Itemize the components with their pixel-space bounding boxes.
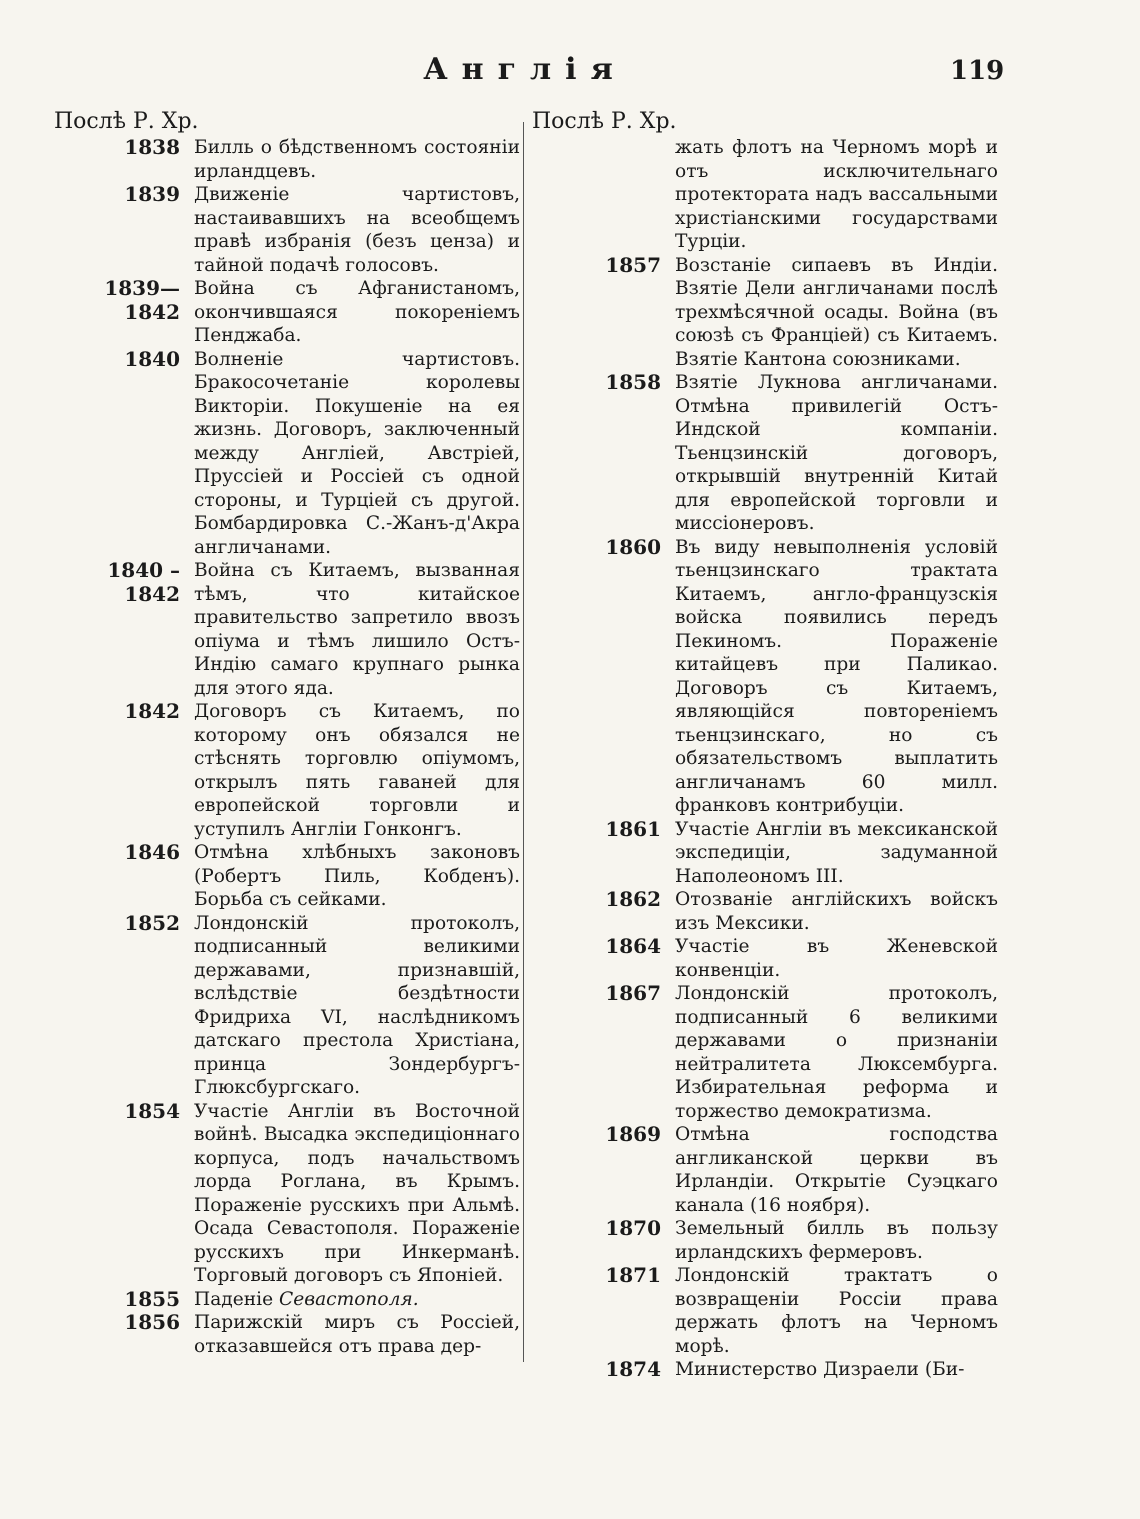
entry-text-plain: Паденіе bbox=[194, 1288, 280, 1310]
entry-text: Лондонскій протоколъ, подписанный 6 великими державами о признаніи нейтралитета Люксембурга. Избирательная реформа и торжество демократизма. bbox=[675, 983, 998, 1122]
entry-year: 1857 bbox=[605, 252, 661, 277]
entry-year: 1840 –1842 bbox=[107, 558, 180, 606]
page-number: 119 bbox=[950, 56, 1005, 86]
entry-year: 1867 bbox=[605, 981, 661, 1005]
entry-text: Отмѣна господства англиканской церкви въ Ирландіи. Открытіе Суэцкаго канала (16 ноября). bbox=[675, 1124, 998, 1216]
continuation-text: жать флотъ на Черномъ морѣ и отъ исключительнаго протектората надъ вассальными христіанскими государствами Турціи. bbox=[675, 137, 998, 252]
chronology-entry bbox=[54, 183, 520, 277]
chronology-entry bbox=[532, 888, 998, 935]
entry-year: 1846 bbox=[124, 840, 180, 864]
chronology-entry bbox=[532, 818, 998, 889]
entry-year: 1839—1842 bbox=[104, 276, 180, 324]
entry-year: 1842 bbox=[124, 699, 180, 723]
entry-text bbox=[194, 1288, 520, 1312]
entry-text: Взятіе Лукнова англичанами. Отмѣна привилегій Остъ-Индской компаніи. Тьенцзинскій договоръ, открывшій внутренній Китай для европейской торговли и миссіонеровъ. bbox=[675, 372, 998, 534]
entry-year: 1871 bbox=[605, 1263, 661, 1287]
entry-year: 1858 bbox=[605, 370, 661, 394]
right-column bbox=[532, 108, 998, 1382]
entry-year: 1869 bbox=[605, 1122, 661, 1146]
chronology-entry bbox=[54, 912, 520, 1100]
entry-text-italic: Севастополя. bbox=[279, 1288, 419, 1310]
left-column bbox=[54, 108, 520, 1358]
entry-text: Участіе Англіи въ мексиканской экспедиціи, задуманной Наполеономъ III. bbox=[675, 818, 998, 887]
entry-text: Министерство Дизраели (Би- bbox=[675, 1359, 965, 1380]
entry-text: Лондонскій протоколъ, подписанный великими державами, признавшій, вслѣдствіе бездѣтности Фридриха VI, наслѣдникомъ датскаго престола Христіана, принца Зондербургъ-Глюксбургскаго. bbox=[194, 912, 520, 1098]
entry-year: 1839 bbox=[124, 182, 180, 206]
entry-text: Отмѣна хлѣбныхъ законовъ (Робертъ Пиль, Кобденъ). Борьба съ сейками. bbox=[194, 842, 520, 910]
entry-year: 1852 bbox=[124, 910, 180, 935]
entry-year: 1864 bbox=[605, 934, 661, 958]
chronology-entry bbox=[532, 536, 998, 818]
entry-text: Лондонскій трактатъ о возвращеніи Россіи права держать флотъ на Черномъ морѣ. bbox=[675, 1265, 998, 1357]
chronology-entry bbox=[54, 1311, 520, 1358]
entry-year: 1840 bbox=[124, 346, 180, 371]
chronology-entry bbox=[54, 700, 520, 841]
chronology-entry bbox=[54, 136, 520, 183]
running-head-title: Англія bbox=[423, 52, 627, 87]
entry-year: 1854 bbox=[124, 1098, 180, 1123]
entry-text: Война съ Афганистаномъ, окончившаяся покореніемъ Пенджаба. bbox=[194, 278, 520, 346]
chronology-entry bbox=[54, 1100, 520, 1288]
entry-text: Билль о бѣдственномъ состояніи ирландцевъ. bbox=[194, 137, 520, 182]
column-header: Послѣ Р. Хр. bbox=[532, 109, 677, 134]
entry-text: Въ виду невыполненія условій тьенцзинскаго трактата Китаемъ, англо-французскія войска появились передъ Пекиномъ. Пораженіе китайцевъ при Паликао. Договоръ съ Китаемъ, являющійся повтореніемъ тьенцзинскаго, но съ обязательствомъ выплатить англичанамъ 60 милл. франковъ контрибуціи. bbox=[675, 536, 998, 816]
chronology-entry bbox=[532, 371, 998, 536]
entry-year: 1874 bbox=[605, 1357, 661, 1381]
entry-year: 1862 bbox=[605, 887, 661, 911]
column-divider bbox=[523, 122, 524, 1362]
entry-year: 1870 bbox=[605, 1216, 661, 1240]
chronology-entry bbox=[54, 559, 520, 700]
entry-year: 1860 bbox=[605, 534, 661, 559]
entry-year: 1855 bbox=[124, 1286, 180, 1311]
entry-year: 1856 bbox=[124, 1310, 180, 1334]
entry-year: 1838 bbox=[124, 135, 180, 159]
chronology-entry bbox=[54, 277, 520, 348]
chronology-entry bbox=[54, 1288, 520, 1312]
column-header: Послѣ Р. Хр. bbox=[54, 109, 199, 134]
entry-text: Участіе въ Женевской конвенціи. bbox=[675, 936, 998, 981]
chronology-entry bbox=[532, 982, 998, 1123]
entry-text: Волненіе чартистовъ. Бракосочетаніе королевы Викторіи. Покушеніе на ея жизнь. Договоръ, заключенный между Англіей, Австріей, Пруссіей и Россіей съ одной стороны, и Турціей съ другой. Бомбардировка С.-Жанъ-д'Акра англичанами. bbox=[194, 348, 520, 558]
chronology-entry bbox=[532, 935, 998, 982]
chronology-entry bbox=[532, 254, 998, 372]
entry-text: Война съ Китаемъ, вызванная тѣмъ, что китайское правительство запретило ввозъ опіума и тѣмъ лишило Остъ-Индію самаго крупнаго рынка для этого яда. bbox=[194, 560, 520, 699]
entry-text: Движеніе чартистовъ, настаивавшихъ на всеобщемъ правѣ избранія (безъ ценза) и тайной подачѣ голосовъ. bbox=[194, 184, 520, 276]
entry-text: Участіе Англіи въ Восточной войнѣ. Высадка экспедиціоннаго корпуса, подъ начальствомъ лорда Роглана, въ Крымъ. Пораженіе русскихъ при Альмѣ. Осада Севастополя. Пораженіе русскихъ при Инкерманѣ. Торговый договоръ съ Японіей. bbox=[194, 1100, 520, 1286]
entry-text: Возстаніе сипаевъ въ Индіи. Взятіе Дели англичанами послѣ трехмѣсячной осады. Война (въ союзѣ съ Франціей) съ Китаемъ. Взятіе Кантона союзниками. bbox=[675, 254, 998, 370]
chronology-entry bbox=[532, 1358, 998, 1382]
chronology-entry bbox=[54, 348, 520, 560]
entry-text: Парижскій миръ съ Россіей, отказавшейся отъ права дер- bbox=[194, 1312, 520, 1357]
chronology-entry bbox=[532, 1123, 998, 1217]
entry-text: Отозваніе англійскихъ войскъ изъ Мексики. bbox=[675, 889, 998, 934]
entry-text: Земельный билль въ пользу ирландскихъ фермеровъ. bbox=[675, 1218, 998, 1263]
chronology-entry bbox=[54, 841, 520, 912]
chronology-entry bbox=[532, 1264, 998, 1358]
entry-year: 1861 bbox=[605, 816, 661, 841]
chronology-entry bbox=[532, 1217, 998, 1264]
entry-text: Договоръ съ Китаемъ, по которому онъ обязался не стѣснять торговлю опіумомъ, открылъ пять гаваней для европейской торговли и уступилъ Англіи Гонконгъ. bbox=[194, 701, 520, 840]
